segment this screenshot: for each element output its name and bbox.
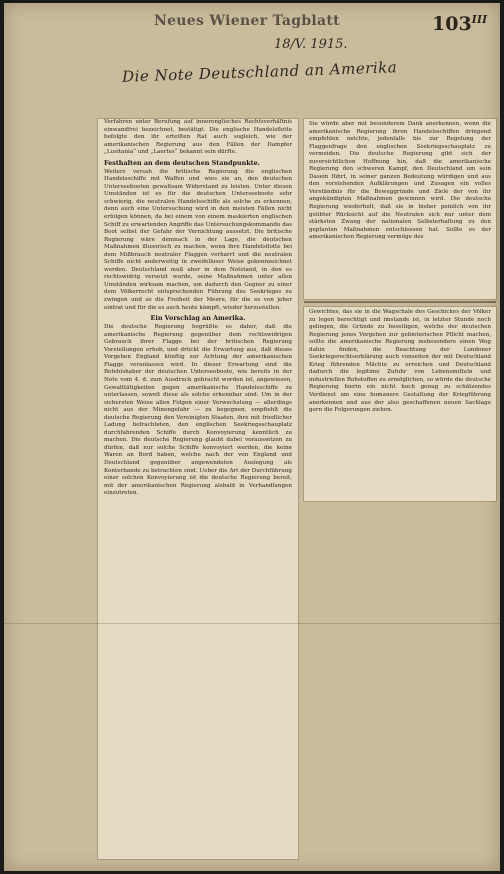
handwritten-date: 18/V. 1915. (274, 37, 348, 52)
handwritten-title: Die Note Deutschland an Amerika (121, 58, 398, 86)
paper-crease (4, 623, 500, 624)
page-number (432, 13, 487, 35)
clipping-right-top (304, 119, 496, 299)
article-paragraph: Weiters versah die britische Regierung die englischen Handelsschiffe mit Waffen und wies sie an, den deutschen Unterseebooten gewaltsam Widerstand zu leisten. Unter diesen Umständen ist es für die deutschen Unterseeboote sehr schwierig, die neutralen Handelsschiffe als solche zu erkennen, denn auch eine Untersuchung wird in den meisten Fällen nicht erfolgen können, da bei einem von einem maskierten englischen Schiff zu erwartenden Angriffe das Untersuchungskommando das Boot selbst der Gefahr der Vernichtung aussetzt. Die britische Regierung wäre demnach in der Lage, die deutschen Maßnahmen illusorisch zu machen, wenn ihre Handelsflotte bei dem Mißbrauch neutraler Flaggen verharrt und die neutralen Schiffe nicht anderweitig in zweifelloser Weise gekennzeichnet werden. Deutschland muß aber in dem Notstand, in den es rechtswidrig versetzt wurde, seine Maßnahmen unter allen Umständen wirksam machen, um dadurch den Gegner zu einer dem Völkerrecht entsprechenden Führung des Seekrieges zu zwingen und so die Freiheit der Meere, für die es von jeher eintrat und für die es auch heute kämpft, wieder herzustellen. (104, 168, 292, 311)
section-heading: Ein Vorschlag an Amerika. (150, 314, 246, 323)
archive-sheet (4, 3, 500, 871)
page-number-value: 103 (432, 13, 472, 35)
article-paragraph: Die deutsche Regierung begrüßte es daher, daß die amerikanische Regierung gegenüber dem rechtswidrigen Gebrauch ihrer Flagge bei der britischen Regierung Vorstellungen erhob, und drückt die Erwartung aus, daß dieses Vorgehen England künftig zur Achtung der amerikanischen Flagge veranlassen wird. In dieser Erwartung sind die Befehlshaber der deutschen Unterseeboote, wie bereits in der Note vom 4. d. zum Ausdruck gebracht worden ist, angewiesen, Gewalttätigkeiten gegen amerikanische Handelsschiffe zu unterlassen, soweit diese als solche erkennbar sind. Um in der sichersten Weise allen Folgen einer Verwechslung — allerdings nicht aus der Minengefahr — zu begegnen, empfiehlt die deutsche Regierung den Vereinigten Staaten, ihre mit friedlicher Ladung befrachteten, den englischen Seekriegsschauplatz durchfahrenden Schiffe durch Konvoyierung kenntlich zu machen. Die deutsche Regierung glaubt dabei voraussetzen zu dürfen, daß nur solche Schiffe konvoyiert werden, die keine Waren an Bord haben, welche nach der von England und Deutschland gegenüber angewendeten Auslegung als Konterbande zu betrachten sind. Ueber die Art der Durchführung einer solchen Konvoyierung ist die deutsche Regierung bereit, mit der amerikanischen Regierung alsbald in Verhandlungen einzutreten. (104, 324, 292, 497)
article-paragraph: Sie würde aber mit besonderem Dank anerkennen, wenn die amerikanische Regierung ihren Handelsschiffen dringend empfehlen möchte, jedenfalls bis zur Regelung der Flaggenfrage den englischen Seekriegsschauplatz zu vermeiden. Die deutsche Regierung gibt sich der zuversichtlichen Hoffnung hin, daß die amerikanische Regierung den schweren Kampf, den Deutschland um sein Dasein führt, in seiner ganzen Bedeutung würdigen und aus den vorstehenden Aufklärungen und Zusagen ein volles Verständnis für die Beweggründe und Ziele der von ihr angekündigten Maßnahmen gewinnen wird. Die deutsche Regierung wiederholt, daß sie in bisher peinlich von ihr geübter Rücksicht auf die Neutralen sich nur unter dem stärksten Zwang der nationalen Selbsterhaltung zu den geplanten Maßnahmen entschlossen hat. Sollte es der amerikanischen Regierung vermöge des (309, 121, 491, 241)
article-paragraph: Gewichtes, das sie in die Wagschale des Geschickes der Völker zu legen berechtigt und imstande ist, in letzter Stunde noch gelingen, die Gründe zu beseitigen, welche der deutschen Regierung jenes Vorgehen zur gebieterischen Pflicht machen, sollte die amerikanische Regierung insbesondere einen Weg dahin finden, die Beachtung der Londoner Seekriegsrechtserklärung auch vonseiten der mit Deutschland Krieg führenden Mächte zu erreichen und Deutschland dadurch die legitime Zufuhr von Lebensmitteln und industriellen Rohstoffen zu ermöglichen, so würde die deutsche Regierung hierin ein nicht hoch genug zu schätzendes Verdienst um eine humanere Gestaltung der Kriegführung anerkennen und aus der also geschaffenen neuen Sachlage gern die Folgerungen ziehen. (309, 309, 491, 414)
page-number-suffix: III (471, 13, 488, 26)
section-heading: Festhalten an dem deutschen Standpunkte. (104, 158, 260, 167)
divider-rule (304, 301, 496, 303)
newspaper-masthead: Neues Wiener Tagblatt (154, 13, 340, 29)
clipping-right-bottom (304, 307, 496, 501)
clipping-left-column (98, 119, 298, 859)
article-paragraph: Verfahren unter Berufung auf innerenglisches Rechtsverhältnis einwandfrei bezeichnet, bestätigt. Die englische Handelsflotte befolgte den ihr erteilten Rat auch sogleich, wie der amerikanischen Regierung aus den Fällen der Dampfer „Lusitania“ und „Laertes“ bekannt sein dürfte. (104, 119, 292, 156)
